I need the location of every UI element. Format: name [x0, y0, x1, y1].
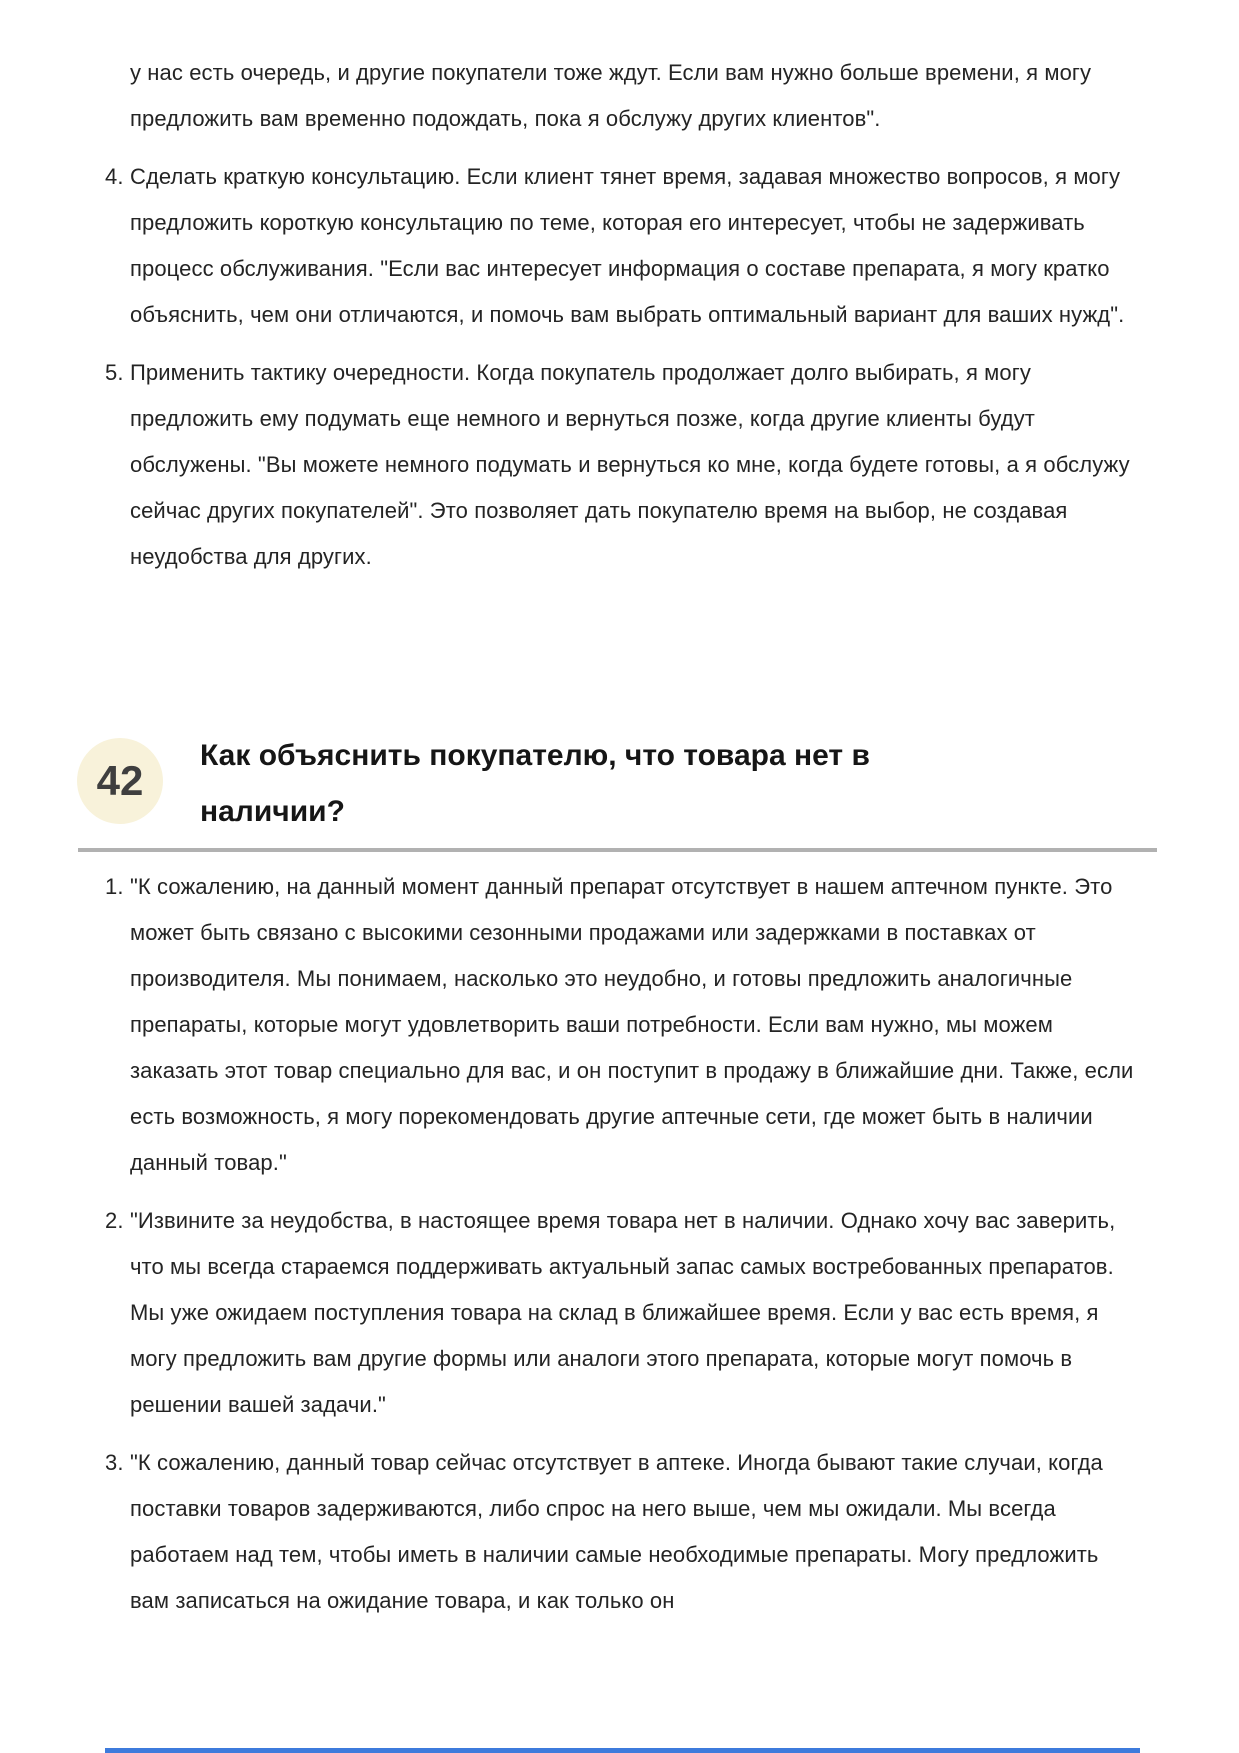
- list-item-text: "К сожалению, на данный момент данный препарат отсутствует в нашем аптечном пункте. Это может быть связано с высокими сезонными продажами или задержками в поставках от производителя. Мы понимаем, насколько это неудобно, и готовы предложить аналогичные препараты, которые могут удовлетворить ваши потребности. Если вам нужно, мы можем заказать этот товар специально для вас, и он поступит в продажу в ближайшие дни. Также, если есть возможность, я могу порекомендовать другие аптечные сети, где может быть в наличии данный товар.": [130, 874, 1134, 1175]
- list-item-number: 1.: [105, 874, 124, 899]
- list-item-text: Сделать краткую консультацию. Если клиент тянет время, задавая множество вопросов, я могу предложить короткую консультацию по теме, которая его интересует, чтобы не задерживать процесс обслуживания. "Если вас интересует информация о составе препарата, я могу кратко объяснить, чем они отличаются, и помочь вам выбрать оптимальный вариант для ваших нужд".: [130, 164, 1125, 327]
- list-item-number: 3.: [105, 1450, 124, 1475]
- list-item: [105, 1198, 1140, 1428]
- list-item-number: 4.: [105, 164, 124, 189]
- section-divider: [78, 848, 1157, 852]
- section-number: 42: [96, 757, 144, 804]
- bottom-page-rule: [105, 1748, 1140, 1753]
- list-item-text: "К сожалению, данный товар сейчас отсутствует в аптеке. Иногда бывают такие случаи, когда поставки товаров задерживаются, либо спрос на него выше, чем мы ожидали. Мы всегда работаем над тем, чтобы иметь в наличии самые необходимые препараты. Могу предложить вам записаться на ожидание товара, и как только он: [130, 1450, 1103, 1613]
- section-number-badge: [77, 738, 163, 824]
- section-header: [0, 728, 1239, 840]
- list-item-number: 5.: [105, 360, 124, 385]
- list-item-number: 2.: [105, 1208, 124, 1233]
- list-item-text: "Извините за неудобства, в настоящее время товара нет в наличии. Однако хочу вас заверить, что мы всегда стараемся поддерживать актуальный запас самых востребованных препаратов. Мы уже ожидаем поступления товара на склад в ближайшее время. Если у вас есть время, я могу предложить вам другие формы или аналоги этого препарата, которые могут помочь в решении вашей задачи.": [130, 1208, 1116, 1417]
- section-title: Как объяснить покупателю, что товара нет в наличии?: [200, 739, 870, 828]
- list-item: [105, 864, 1140, 1186]
- list-item: [105, 350, 1140, 580]
- tactics-list: [0, 154, 1239, 580]
- answers-list: [0, 864, 1239, 1624]
- list-item: [105, 1440, 1140, 1624]
- list-item: [105, 154, 1140, 338]
- list-item-text: Применить тактику очередности. Когда покупатель продолжает долго выбирать, я могу предложить ему подумать еще немного и вернуться позже, когда другие клиенты будут обслужены. "Вы можете немного подумать и вернуться ко мне, когда будете готовы, а я обслужу сейчас других покупателей". Это позволяет дать покупателю время на выбор, не создавая неудобства для других.: [130, 360, 1130, 569]
- continuation-paragraph: у нас есть очередь, и другие покупатели тоже ждут. Если вам нужно больше времени, я могу предложить вам временно подождать, пока я обслужу других клиентов".: [130, 60, 1092, 131]
